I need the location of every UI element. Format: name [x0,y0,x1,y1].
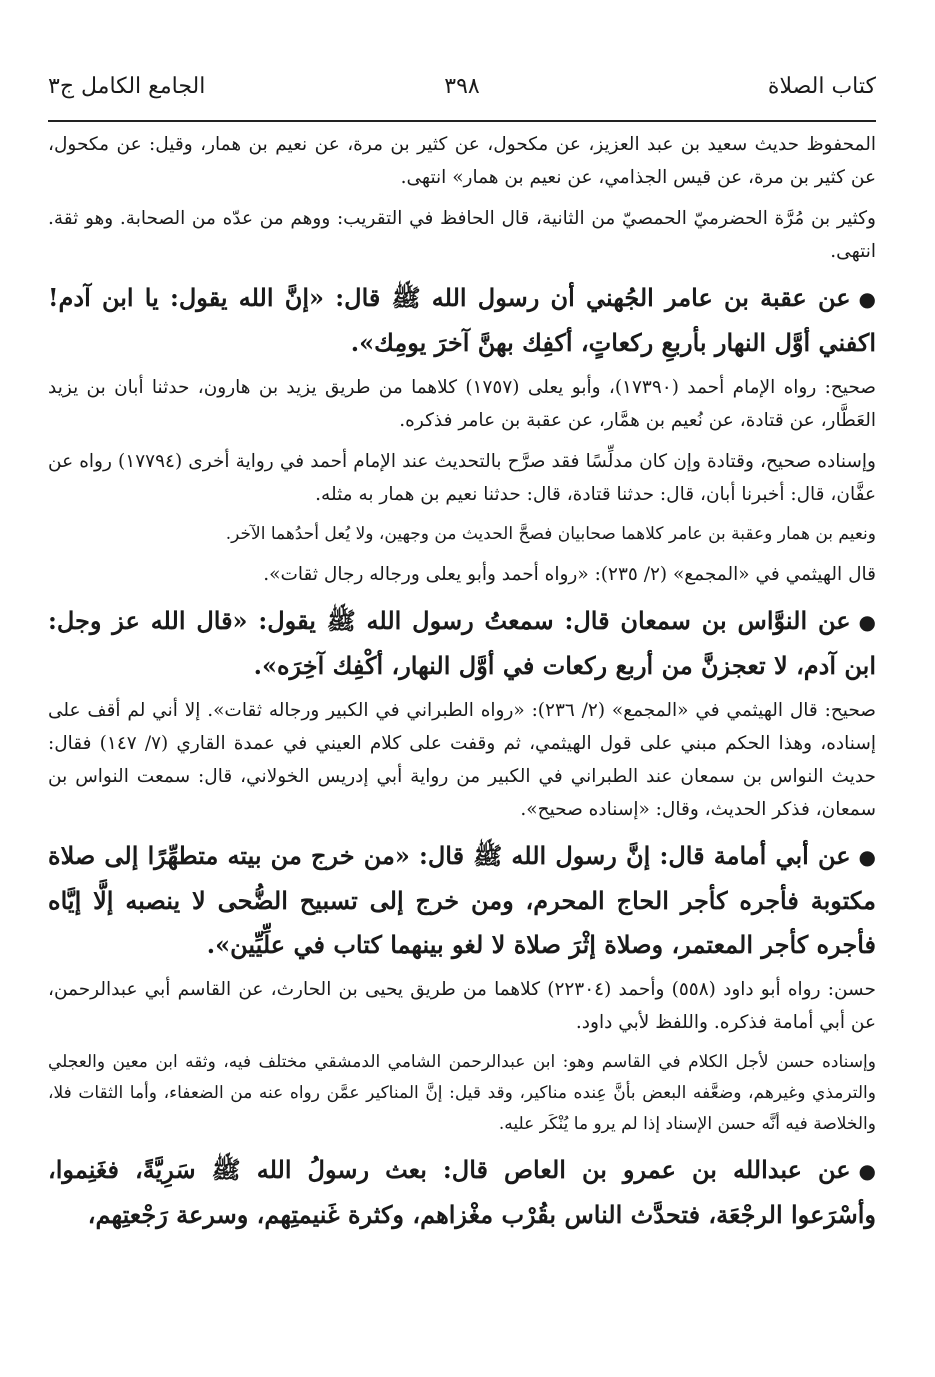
commentary-paragraph: ونعيم بن همار وعقبة بن عامر كلاهما صحابيان فصحَّ الحديث من وجهين، ولا يُعل أحدُهما الآخر. [225,524,876,544]
commentary-paragraph: وكثير بن مُرَّة الحضرميّ الحمصيّ من الثانية، قال الحافظ في التقريب: ووهم من عدّه من الصحابة. وهو ثقة. انتهى. [48,208,876,262]
page-number: ٣٩٨ [444,73,480,99]
hadith-paragraph [48,599,876,688]
chapter-title: كتاب الصلاة [767,73,876,99]
hadith-text: عن أبي أمامة قال: إنَّ رسول الله ﷺ قال: «من خرج من بيته متطهِّرًا إلى صلاة مكتوبة فأجره كأجر الحاج المحرم، ومن خرج إلى تسبيح الضُّحى لا ينصبه إلَّا إيَّاه فأجره كأجر المعتمر، وصلاة إثْرَ صلاة لا لغو بينهما كتاب في علِّيِّين». [48,841,876,959]
commentary-paragraph: وإسناده صحيح، وقتادة وإن كان مدلِّسًا فقد صرَّح بالتحديث عند الإمام أحمد في رواية أخرى (١٧٧٩٤) رواه عن عفَّان، قال: أخبرنا أبان، قال: حدثنا قتادة، قال: حدثنا نعيم بن همار به مثله. [48,451,876,505]
book-page [48,58,876,1358]
hadith-paragraph [48,834,876,967]
page-content [48,122,876,1237]
hadith-paragraph [48,276,876,365]
commentary-paragraph: حسن: رواه أبو داود (٥٥٨) وأحمد (٢٢٣٠٤) كلاهما من طريق يحيى بن الحارث، عن القاسم أبي عبدالرحمن، عن أبي أمامة فذكره. واللفظ لأبي داود. [48,979,876,1033]
hadith-text: عن عبدالله بن عمرو بن العاص قال: بعث رسولُ الله ﷺ سَرِيَّةً، فغَنِموا، وأسْرَعوا الرجْعَة، فتحدَّث الناس بقُرْب مغْزاهم، وكثرة غَنيمتِهم، وسرعة رَجْعتِهم، [48,1155,876,1229]
commentary-paragraph: قال الهيثمي في «المجمع» (٢/ ٢٣٥): «رواه أحمد وأبو يعلى ورجاله رجال ثقات». [263,564,876,585]
bullet-icon: ● [858,1159,876,1183]
commentary-paragraph: وإسناده حسن لأجل الكلام في القاسم وهو: ابن عبدالرحمن الشامي الدمشقي مختلف فيه، وثقه ابن معين والعجلي والترمذي وغيرهم، وضعَّفه البعض بأنَّ عِنده مناكير، وقد قيل: إنَّ المناكير عمَّن رواه عنه من الضعفاء، وأما الثقات فلا، والخلاصة فيه أنَّه حسن الإسناد إذا لم يرو ما يُنْكَر عليه. [48,1052,876,1134]
bullet-icon: ● [858,610,876,634]
bullet-icon: ● [858,845,876,869]
hadith-text: عن النوَّاس بن سمعان قال: سمعتُ رسول الله ﷺ يقول: «قال الله عز وجل: ابن آدم، لا تعجزنَّ من أربع ركعات في أوَّل النهار، أكْفِك آخِرَه». [48,606,876,680]
hadith-paragraph [48,1148,876,1237]
page-header [48,58,876,122]
hadith-text: عن عقبة بن عامر الجُهني أن رسول الله ﷺ قال: «إنَّ الله يقول: يا ابن آدم! اكفني أوَّل النهار بأربعِ ركعاتٍ، أكفِك بهنَّ آخرَ يومِك». [48,283,876,357]
commentary-paragraph: صحيح: رواه الإمام أحمد (١٧٣٩٠)، وأبو يعلى (١٧٥٧) كلاهما من طريق يزيد بن هارون، حدثنا أبان بن يزيد العَطَّار، عن قتادة، عن نُعيم بن همَّار، عن عقبة بن عامر فذكره. [48,377,876,431]
book-title: الجامع الكامل ج٣ [48,73,206,99]
commentary-paragraph: صحيح: قال الهيثمي في «المجمع» (٢/ ٢٣٦): «رواه الطبراني في الكبير ورجاله ثقات». إلا أني لم أقف على إسناده، وهذا الحكم مبني على قول الهيثمي، ثم وقفت على كلام العيني في عمدة القاري (٧/ ١٤٧) فقال: حديث النواس بن سمعان عند الطبراني في الكبير من رواية أبي إدريس الخولاني، قال: سمعت النواس بن سمعان، فذكر الحديث، وقال: «إسناده صحيح». [48,700,876,820]
commentary-paragraph: المحفوظ حديث سعيد بن عبد العزيز، عن مكحول، عن كثير بن مرة، عن نعيم بن همار، وقيل: عن مكحول، عن كثير بن مرة، عن قيس الجذامي، عن نعيم بن همار» انتهى. [48,134,876,188]
bullet-icon: ● [858,287,876,311]
